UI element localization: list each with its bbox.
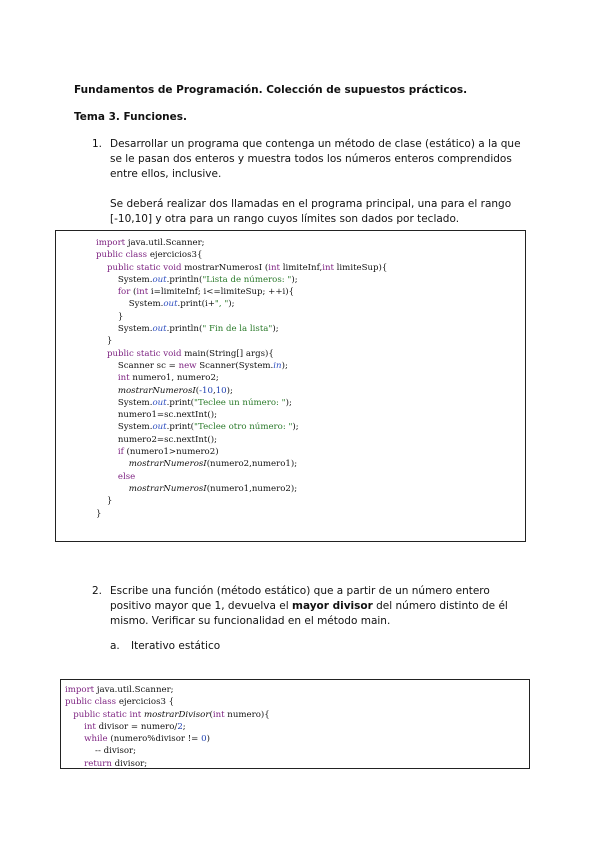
- code-token: numero){: [224, 709, 270, 720]
- code-token: (numero2,numero1);: [206, 459, 298, 470]
- code-line: [96, 397, 525, 409]
- code-token: ): [206, 734, 210, 745]
- code-token: [96, 287, 118, 297]
- code-token: [96, 472, 118, 482]
- code-token: );: [292, 422, 299, 433]
- exercise-1-paragraph-1: Desarrollar un programa que contenga un método de clase (estático) a la que se le pasan dos enteros y muestra todos los números enteros comprendidos entre ellos, inclusive.: [110, 138, 521, 180]
- code-token: [96, 484, 129, 494]
- exercise-2-text-before: Escribe una función (método estático) que a partir de un número entero positivo mayor que 1, devuelva el: [110, 585, 490, 612]
- code-token: );: [272, 324, 279, 335]
- code-line: [96, 372, 525, 384]
- subitem-a-label: Iterativo estático: [131, 640, 221, 652]
- code-line: [96, 434, 525, 446]
- code-token: System.: [96, 324, 153, 335]
- code-token: System.: [96, 274, 153, 285]
- code-token: "Teclee otro número: ": [194, 422, 293, 433]
- document-title: Fundamentos de Programación. Colección de supuestos prácticos.: [74, 84, 468, 96]
- code-token: ;: [182, 721, 186, 732]
- code-token: limiteSup){: [333, 262, 388, 273]
- code-line: [96, 385, 525, 397]
- code-token: for: [117, 287, 131, 298]
- code-token: (numero%divisor !=: [107, 734, 202, 745]
- code-token: int: [322, 262, 334, 273]
- code-line: [65, 709, 529, 721]
- code-token: import: [65, 685, 95, 695]
- code-token: 2: [177, 721, 183, 732]
- code-line: [96, 508, 525, 520]
- code-token: .println(: [166, 274, 203, 285]
- code-token: out: [152, 274, 167, 285]
- code-token: else: [117, 471, 136, 482]
- code-token: mostrarNumerosI: [128, 483, 207, 494]
- code-token: }: [96, 508, 102, 519]
- code-token: Scanner(System.: [196, 360, 274, 371]
- code-token: int: [268, 262, 280, 273]
- exercise-2-paragraph: [110, 584, 530, 629]
- code-line: [96, 298, 525, 310]
- exercise-2-bold-term: mayor divisor: [292, 600, 373, 612]
- code-line: [96, 458, 525, 470]
- code-token: }: [96, 311, 124, 322]
- code-token: );: [281, 360, 288, 371]
- code-token: [65, 710, 73, 720]
- code-token: mostrarDivisor: [144, 709, 210, 720]
- code-line: [65, 758, 529, 769]
- code-token: (: [130, 287, 137, 298]
- exercise-1-number: 1.: [92, 138, 103, 150]
- code-line: [96, 262, 525, 274]
- exercise-1-text: [110, 137, 530, 227]
- code-token: out: [152, 422, 167, 433]
- code-token: java.util.Scanner;: [94, 685, 174, 695]
- code-token: ejercicios3 {: [116, 697, 175, 708]
- code-token: .print(: [166, 397, 195, 408]
- code-token: System.: [96, 422, 153, 433]
- code-block-2: [60, 679, 530, 769]
- code-token: (: [209, 709, 213, 720]
- code-line: [96, 274, 525, 286]
- code-token: (numero1>numero2): [123, 447, 219, 458]
- code-line: [96, 483, 525, 495]
- section-heading: Tema 3. Funciones.: [74, 111, 187, 123]
- code-token: public class: [96, 250, 148, 261]
- code-token: [96, 349, 107, 359]
- code-token: -10: [199, 385, 213, 396]
- code-line: [96, 286, 525, 298]
- code-token: );: [228, 299, 235, 310]
- code-block-1: [55, 230, 526, 542]
- exercise-2-text-after: del número distinto de él mismo. Verificar su funcionalidad en el método main.: [110, 600, 508, 627]
- code-token: if: [117, 447, 124, 458]
- code-token: " Fin de la lista": [202, 324, 273, 335]
- code-token: }: [96, 336, 113, 347]
- code-token: Scanner sc =: [96, 360, 179, 371]
- code-token: main(String[] args){: [181, 348, 274, 359]
- code-token: .print(: [166, 422, 195, 433]
- code-line: [65, 684, 529, 696]
- code-token: out: [163, 299, 178, 310]
- code-token: int: [84, 721, 96, 732]
- subitem-a-letter: a.: [110, 640, 120, 652]
- code-token: [96, 459, 129, 469]
- code-token: "Teclee un número: ": [194, 397, 286, 408]
- code-token: (: [195, 385, 200, 396]
- code-token: mostrarNumerosI: [128, 459, 207, 470]
- code-token: ejercicios3{: [147, 250, 203, 261]
- code-token: "Lista de números: ": [202, 274, 292, 285]
- code-token: in: [273, 360, 282, 371]
- code-token: out: [152, 324, 167, 335]
- code-token: int: [117, 373, 130, 384]
- code-token: numero1, numero2;: [129, 373, 219, 384]
- code-token: import: [96, 238, 126, 248]
- code-token: java.util.Scanner;: [125, 238, 205, 248]
- code-token: numero1=sc.nextInt();: [96, 410, 217, 421]
- code-token: mostrarNumerosI (: [181, 262, 269, 273]
- code-line: [96, 335, 525, 347]
- code-line: [65, 733, 529, 745]
- code-token: divisor;: [111, 758, 148, 769]
- code-token: System.: [96, 397, 153, 408]
- exercise-2-text: [110, 584, 530, 629]
- code-token: public class: [65, 697, 117, 708]
- code-line: [96, 311, 525, 323]
- code-token: 0: [201, 734, 207, 745]
- code-line: [96, 409, 525, 421]
- code-line: [96, 323, 525, 335]
- code-line: [65, 721, 529, 733]
- code-line: [96, 421, 525, 433]
- code-token: return: [84, 758, 112, 769]
- exercise-1-paragraph-2: Se deberá realizar dos llamadas en el programa principal, una para el rango [-10,10] y otra para un rango cuyos límites son dados por teclado.: [110, 198, 512, 225]
- code-token: ", ": [214, 299, 229, 310]
- code-token: }: [96, 496, 113, 507]
- code-line: [96, 360, 525, 372]
- code-token: int: [212, 709, 225, 720]
- code-token: -- divisor;: [65, 746, 137, 757]
- code-token: public static void: [106, 262, 182, 273]
- code-line: [96, 237, 525, 249]
- code-token: [96, 373, 118, 383]
- code-token: divisor = numero/: [95, 721, 178, 732]
- code-token: [65, 722, 84, 732]
- code-token: (numero1,numero2);: [206, 483, 298, 494]
- code-token: );: [291, 274, 298, 285]
- code-line: [65, 696, 529, 708]
- code-token: .print(i+: [177, 299, 215, 310]
- code-token: out: [152, 397, 167, 408]
- code-token: new: [178, 360, 197, 371]
- code-token: [96, 263, 107, 273]
- code-token: [65, 734, 84, 744]
- code-token: int: [136, 287, 149, 298]
- code-token: limiteInf,: [280, 262, 323, 273]
- exercise-2-number: 2.: [92, 585, 103, 597]
- code-token: mostrarNumerosI: [117, 385, 196, 396]
- code-token: while: [84, 734, 108, 745]
- code-line: [96, 446, 525, 458]
- code-line: [65, 745, 529, 757]
- code-token: [96, 447, 118, 457]
- code-line: [96, 471, 525, 483]
- code-token: );: [285, 397, 292, 408]
- code-token: );: [226, 385, 233, 396]
- code-token: .println(: [166, 324, 203, 335]
- code-token: [65, 759, 84, 769]
- code-token: public static void: [106, 348, 182, 359]
- code-token: 10: [215, 385, 227, 396]
- code-token: i=limiteInf; i<=limiteSup; ++i){: [148, 287, 295, 298]
- code-line: [96, 495, 525, 507]
- code-line: [96, 249, 525, 261]
- code-token: System.: [96, 299, 164, 310]
- code-line: [96, 348, 525, 360]
- code-token: numero2=sc.nextInt();: [96, 434, 217, 445]
- code-token: public static int: [73, 709, 142, 720]
- code-token: [96, 386, 118, 396]
- code-token: ,: [212, 385, 216, 396]
